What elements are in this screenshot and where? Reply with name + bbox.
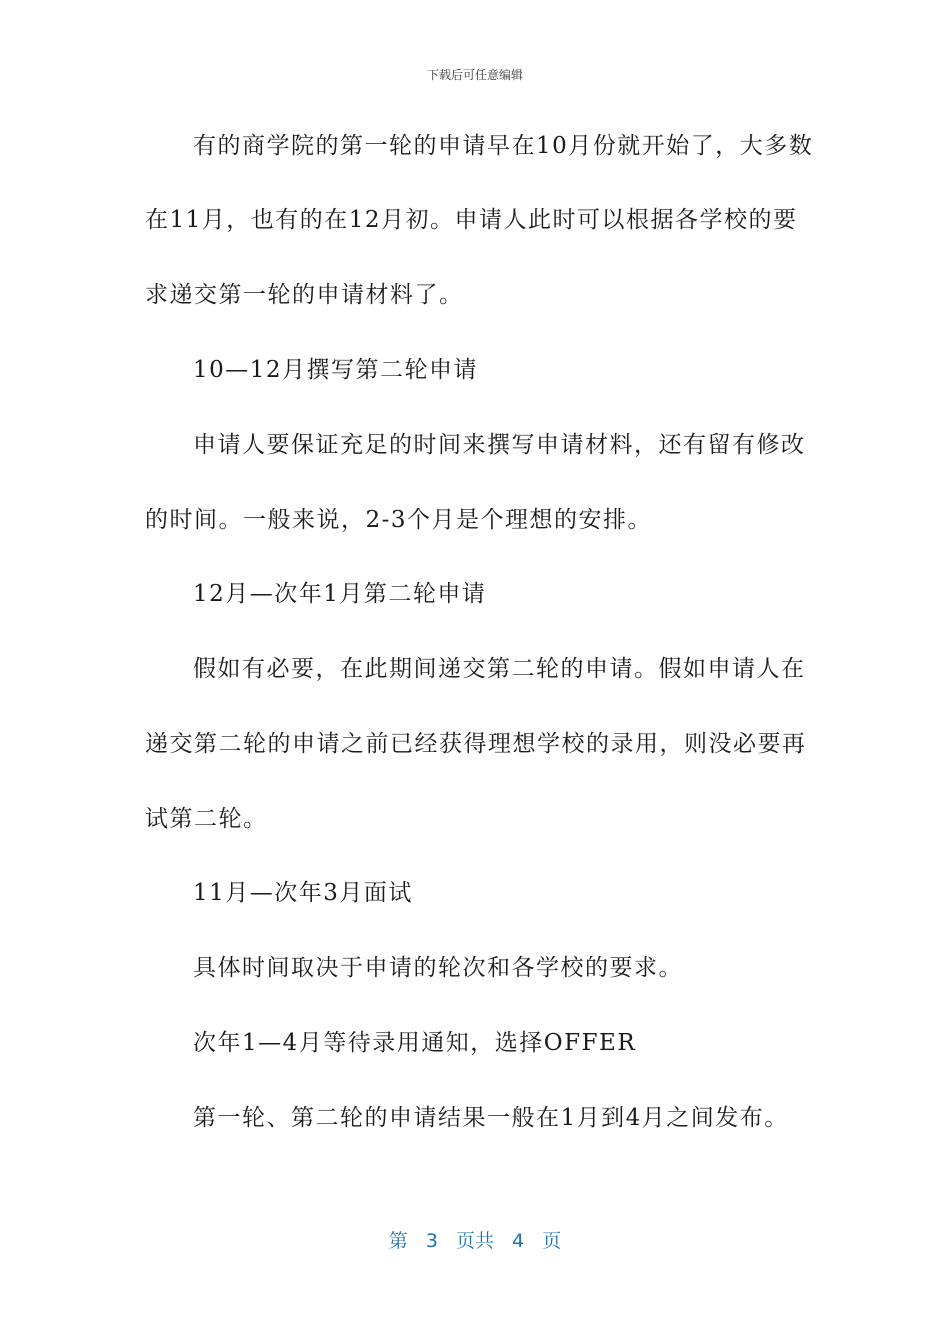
page-label: 第 <box>388 1230 408 1252</box>
text-line: 在11月，也有的在12月初。申请人此时可以根据各学校的要 <box>145 207 798 233</box>
text-line: 具体时间取决于申请的轮次和各学校的要求。 <box>193 955 683 981</box>
current-page-number: 3 <box>425 1230 438 1252</box>
text-line: 的时间。一般来说，2-3个月是个理想的安排。 <box>145 507 653 533</box>
text-line: 有的商学院的第一轮的申请早在10月份就开始了，大多数 <box>193 133 814 159</box>
page-suffix-label: 页 <box>542 1230 562 1252</box>
text-line: 递交第二轮的申请之前已经获得理想学校的录用，则没必要再 <box>145 731 807 757</box>
section-heading: 10—12月撰写第二轮申请 <box>193 357 479 383</box>
section-heading: 11月—次年3月面试 <box>193 880 413 906</box>
text-line: 试第二轮。 <box>145 806 268 832</box>
section-heading: 次年1—4月等待录用通知，选择OFFER <box>193 1030 637 1056</box>
text-line: 申请人要保证充足的时间来撰写申请材料，还有留有修改 <box>193 432 806 458</box>
section-heading: 12月—次年1月第二轮申请 <box>193 581 487 607</box>
text-line: 第一轮、第二轮的申请结果一般在1月到4月之间发布。 <box>193 1105 789 1131</box>
text-line: 假如有必要，在此期间递交第二轮的申请。假如申请人在 <box>193 656 806 682</box>
page-header: 下载后可任意编辑 <box>426 68 523 82</box>
text-line: 求递交第一轮的申请材料了。 <box>145 282 464 308</box>
page-footer <box>0 1226 950 1253</box>
page-mid-label: 页共 <box>455 1230 494 1252</box>
total-pages-number: 4 <box>512 1230 525 1252</box>
